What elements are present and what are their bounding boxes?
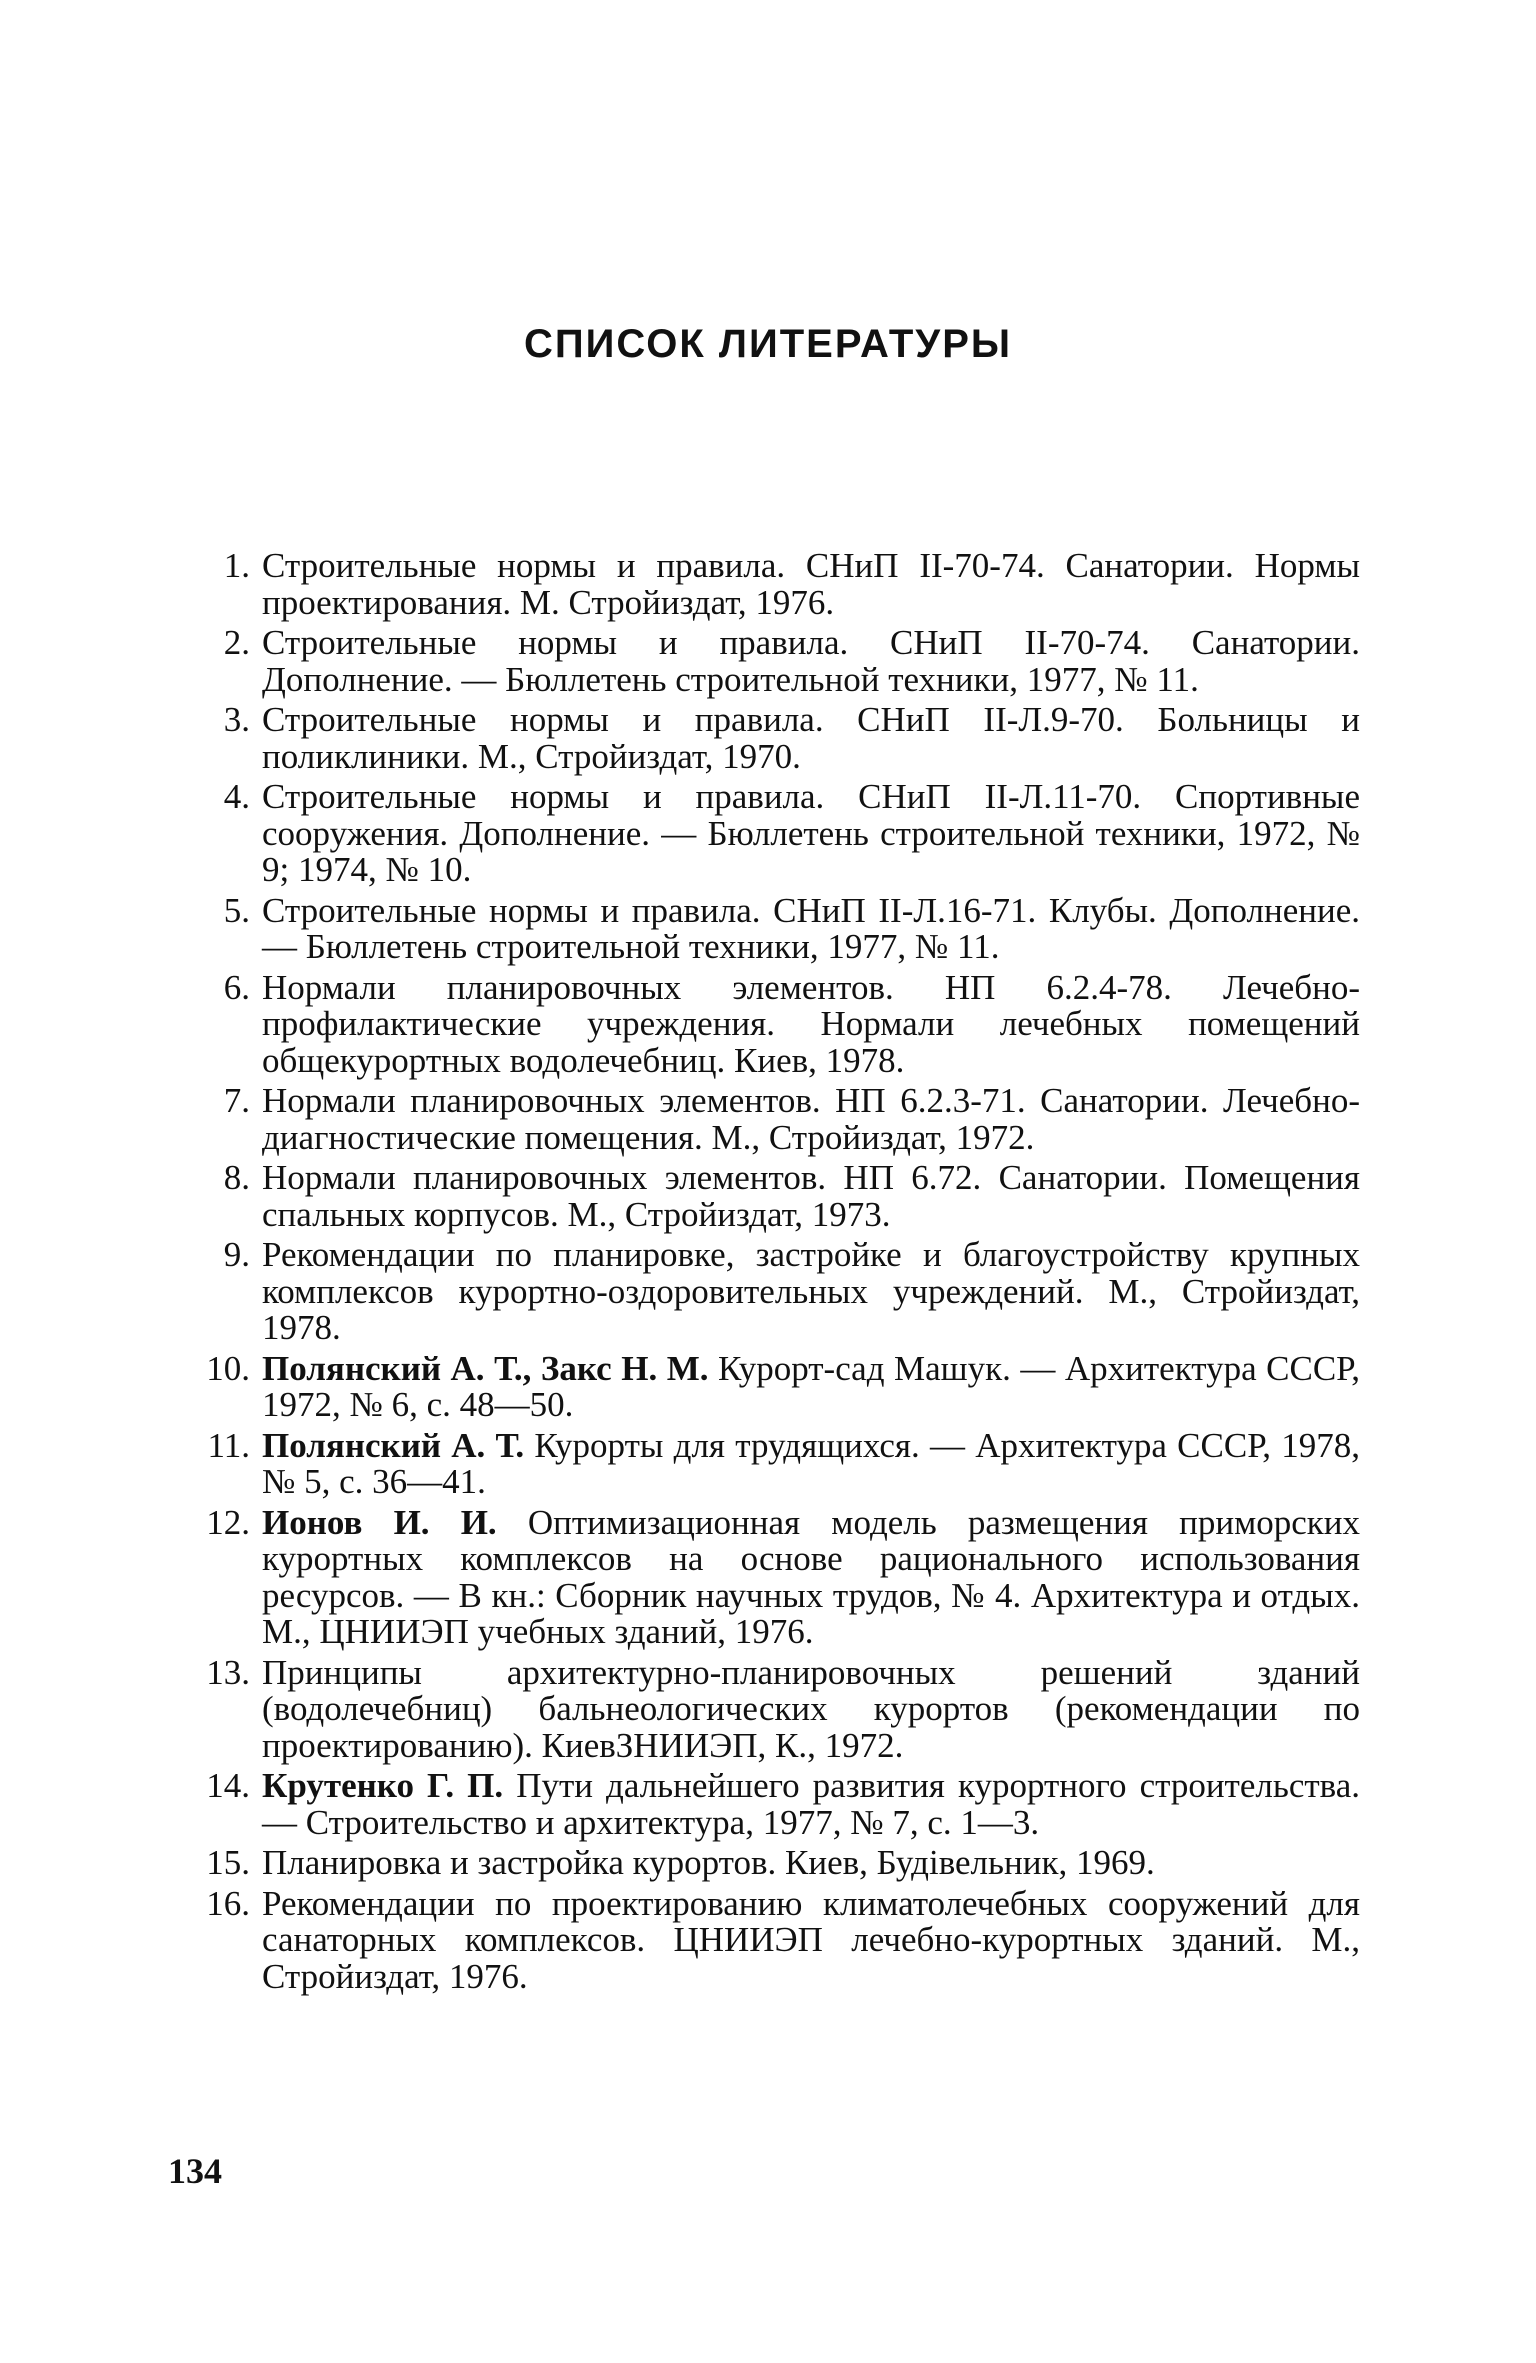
reference-item	[200, 1652, 1360, 1765]
reference-list	[200, 548, 1360, 1995]
reference-number: 15.	[206, 1843, 250, 1882]
reference-item	[200, 1348, 1361, 1424]
reference-text: Курорты для трудящихся. — Архитектура СССР, 1978, № 5, с. 36—41.	[262, 1425, 1361, 1501]
reference-item	[200, 625, 1360, 698]
reference-number: 4.	[223, 777, 250, 816]
reference-number: 13.	[206, 1652, 250, 1692]
reference-text: Строительные нормы и правила. СНиП II-70-74. Санатории. Дополнение. — Бюллетень строительной техники, 1977, № 11.	[262, 623, 1360, 699]
reference-number: 3.	[223, 700, 250, 739]
reference-number: 14.	[206, 1766, 250, 1805]
reference-text: Оптимизационная модель размещения приморских курортных комплексов на основе рационального использования ресурсов. — В кн.: Сборник научных трудов, № 4. Архитектура и отдых. М., ЦНИИЭП учебных зданий, 1976.	[262, 1502, 1360, 1651]
reference-item	[200, 779, 1360, 889]
reference-text: Строительные нормы и правила. СНиП II-70-74. Санатории. Нормы проектирования. М. Стройиздат, 1976.	[262, 546, 1360, 622]
reference-text: Строительные нормы и правила. СНиП II-Л.16-71. Клубы. Дополнение. — Бюллетень строительной техники, 1977, № 11.	[262, 890, 1360, 966]
page-title: СПИСОК ЛИТЕРАТУРЫ	[523, 322, 1013, 366]
reference-number: 16.	[206, 1883, 250, 1923]
reference-text: Рекомендации по планировке, застройке и благоустройству крупных комплексов курортно-оздоровительных учреждений. М., Стройиздат, 1978.	[262, 1235, 1360, 1347]
reference-text: Курорт-сад Машук. — Архитектура СССР, 1972, № 6, с. 48—50.	[262, 1348, 1361, 1424]
reference-text: Принципы архитектурно-планировочных решений зданий (водолечебниц) бальнеологических курортов (рекомендации по проектированию). КиевЗНИИЭП, К., 1972.	[262, 1652, 1360, 1765]
reference-item	[200, 1883, 1360, 1996]
reference-item	[200, 1502, 1360, 1651]
reference-author: Крутенко Г. П.	[262, 1766, 504, 1805]
reference-text: Нормали планировочных элементов. НП 6.72. Санатории. Помещения спальных корпусов. М., Стройиздат, 1973.	[262, 1158, 1360, 1234]
reference-number: 5.	[223, 890, 250, 930]
reference-number: 9.	[223, 1235, 250, 1274]
page-number: 134	[168, 2151, 222, 2191]
reference-text: Строительные нормы и правила. СНиП II-Л.11-70. Спортивные сооружения. Дополнение. — Бюллетень строительной техники, 1972, № 9; 1974, № 10.	[262, 777, 1360, 889]
reference-item	[200, 1425, 1361, 1501]
reference-item	[200, 1083, 1360, 1156]
reference-author: Полянский А. Т.	[262, 1425, 525, 1465]
reference-item	[200, 890, 1360, 966]
reference-author: Полянский А. Т., Закс Н. М.	[262, 1348, 709, 1388]
reference-text: Рекомендации по проектированию климатолечебных сооружений для санаторных комплексов. ЦНИИЭП лечебно-курортных зданий. М., Стройиздат, 1976.	[262, 1883, 1360, 1996]
reference-text: Строительные нормы и правила. СНиП II-Л.9-70. Больницы и поликлиники. М., Стройиздат, 1970.	[262, 700, 1360, 776]
reference-item	[200, 702, 1360, 775]
reference-number: 7.	[223, 1081, 250, 1120]
reference-text: Пути дальнейшего развития курортного строительства. — Строительство и архитектура, 1977, № 7, с. 1—3.	[262, 1766, 1360, 1842]
reference-item	[200, 1768, 1360, 1841]
reference-text: Планировка и застройка курортов. Киев, Будівельник, 1969.	[262, 1843, 1155, 1882]
reference-number: 6.	[223, 967, 250, 1007]
reference-item	[200, 1845, 1360, 1882]
reference-item	[200, 1160, 1360, 1233]
reference-number: 11.	[207, 1425, 250, 1465]
reference-number: 10.	[206, 1348, 250, 1388]
reference-text: Нормали планировочных элементов. НП 6.2.4-78. Лечебно-профилактические учреждения. Нормали лечебных помещений общекурортных водолечебниц. Киев, 1978.	[262, 967, 1360, 1080]
reference-number: 8.	[223, 1158, 250, 1197]
reference-item	[200, 1237, 1360, 1347]
reference-number: 1.	[223, 546, 250, 585]
reference-item	[200, 548, 1360, 621]
reference-text: Нормали планировочных элементов. НП 6.2.3-71. Санатории. Лечебно-диагностические помещения. М., Стройиздат, 1972.	[262, 1081, 1360, 1157]
reference-item	[200, 967, 1360, 1080]
reference-number: 12.	[206, 1502, 250, 1542]
reference-number: 2.	[223, 623, 250, 662]
reference-author: Ионов И. И.	[262, 1502, 497, 1542]
